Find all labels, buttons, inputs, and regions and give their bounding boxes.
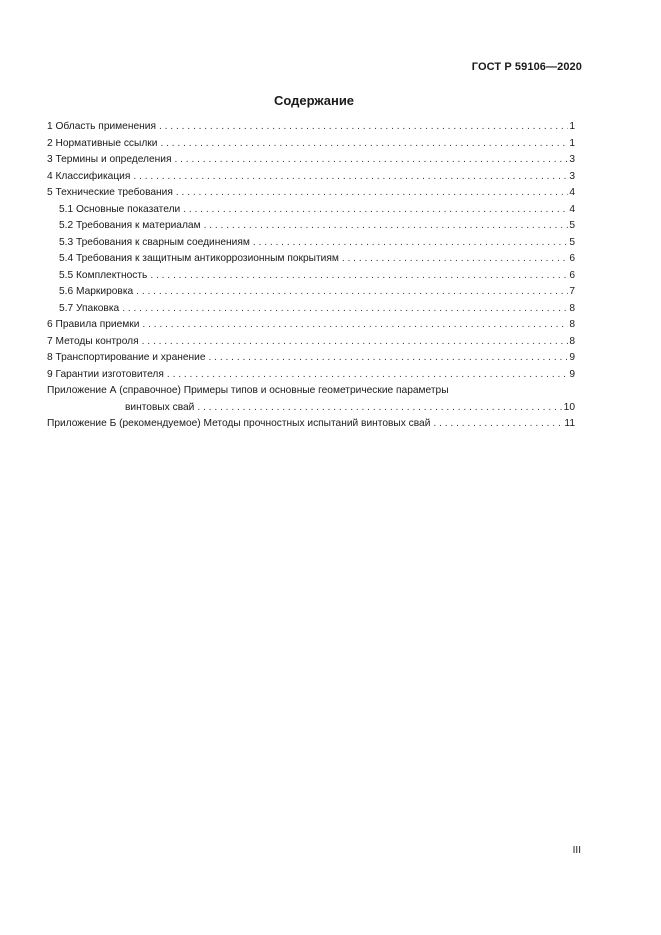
toc-entry-page: 8: [569, 302, 575, 314]
toc-entry-label: 1 Область применения: [47, 121, 156, 132]
toc-entry-label: 5.3 Требования к сварным соединениям: [59, 236, 250, 248]
toc-entry-page: 5: [569, 220, 575, 231]
toc-entry-page: 10: [563, 401, 575, 413]
toc-entry-page: 3: [569, 154, 575, 165]
page-number: III: [572, 845, 581, 856]
toc-leader: [136, 284, 568, 301]
table-of-contents: [47, 119, 575, 433]
toc-appendix-b[interactable]: [47, 416, 575, 433]
toc-entry-label: 7 Методы контроля: [47, 335, 139, 347]
toc-entry-label: 3 Термины и определения: [47, 154, 172, 165]
toc-entry-label: 6 Правила приемки: [47, 319, 140, 330]
toc-appendix-a-line2[interactable]: [47, 400, 575, 417]
toc-subentry[interactable]: [47, 301, 575, 318]
toc-leader: [433, 416, 563, 433]
toc-entry-page: 11: [564, 418, 575, 429]
toc-entry-label: 8 Транспортирование и хранение: [47, 352, 206, 363]
toc-entry-page: 1: [569, 121, 575, 132]
toc-entry-label: 9 Гарантии изготовителя: [47, 368, 164, 380]
toc-leader: [122, 301, 568, 318]
toc-leader: [209, 350, 569, 367]
toc-leader: [142, 334, 569, 351]
toc-entry-label: Приложение А (справочное) Примеры типов и основные геометрические параметры: [47, 385, 449, 396]
toc-leader: [167, 367, 568, 384]
toc-entry-label: 4 Классификация: [47, 170, 131, 182]
toc-entry[interactable]: [47, 152, 575, 169]
toc-entry[interactable]: [47, 334, 575, 351]
toc-entry-page: 1: [569, 137, 575, 149]
toc-entry-label: 5.7 Упаковка: [59, 302, 120, 314]
toc-entry[interactable]: [47, 367, 575, 384]
toc-leader: [142, 317, 568, 334]
toc-entry-label: 5.2 Требования к материалам: [59, 220, 201, 231]
toc-appendix-a-line1[interactable]: [47, 383, 575, 400]
toc-entry-label: винтовых свай: [125, 401, 195, 413]
toc-entry[interactable]: [47, 169, 575, 186]
toc-subentry[interactable]: [47, 251, 575, 268]
toc-leader: [183, 202, 568, 219]
page-title: Содержание: [273, 93, 355, 108]
toc-leader: [176, 185, 568, 202]
toc-entry[interactable]: [47, 317, 575, 334]
toc-entry-page: 8: [569, 319, 575, 330]
toc-leader: [133, 169, 568, 186]
toc-entry[interactable]: [47, 119, 575, 136]
toc-entry-label: 5.4 Требования к защитным антикоррозионным покрытиям: [59, 253, 339, 264]
toc-entry-page: 8: [569, 335, 575, 347]
toc-entry-label: 5.5 Комплектность: [59, 269, 148, 281]
toc-subentry[interactable]: [47, 202, 575, 219]
toc-entry-page: 4: [569, 203, 575, 215]
toc-entry-page: 9: [569, 352, 575, 363]
toc-entry-page: 3: [569, 170, 575, 182]
toc-leader: [150, 268, 568, 285]
toc-leader: [204, 218, 569, 235]
toc-entry-label: 5.6 Маркировка: [59, 286, 134, 297]
toc-entry-page: 4: [569, 187, 575, 198]
toc-leader: [253, 235, 568, 252]
toc-subentry[interactable]: [47, 218, 575, 235]
toc-leader: [174, 152, 568, 169]
toc-entry-label: Приложение Б (рекомендуемое) Методы прочностных испытаний винтовых свай: [47, 418, 431, 429]
toc-subentry[interactable]: [47, 284, 575, 301]
toc-leader: [197, 400, 562, 417]
toc-entry[interactable]: [47, 350, 575, 367]
toc-leader: [159, 119, 568, 136]
toc-leader: [342, 251, 568, 268]
toc-entry-page: 6: [569, 253, 575, 264]
toc-entry-page: 7: [569, 286, 575, 297]
toc-leader: [160, 136, 568, 153]
toc-entry[interactable]: [47, 185, 575, 202]
toc-entry-label: 5.1 Основные показатели: [59, 203, 181, 215]
doc-code: ГОСТ Р 59106—2020: [471, 61, 582, 73]
toc-entry-label: 2 Нормативные ссылки: [47, 137, 158, 149]
toc-entry-page: 9: [569, 368, 575, 380]
toc-subentry[interactable]: [47, 268, 575, 285]
toc-entry[interactable]: [47, 136, 575, 153]
toc-subentry[interactable]: [47, 235, 575, 252]
toc-entry-label: 5 Технические требования: [47, 187, 173, 198]
toc-entry-page: 5: [569, 236, 575, 248]
toc-entry-page: 6: [569, 269, 575, 281]
